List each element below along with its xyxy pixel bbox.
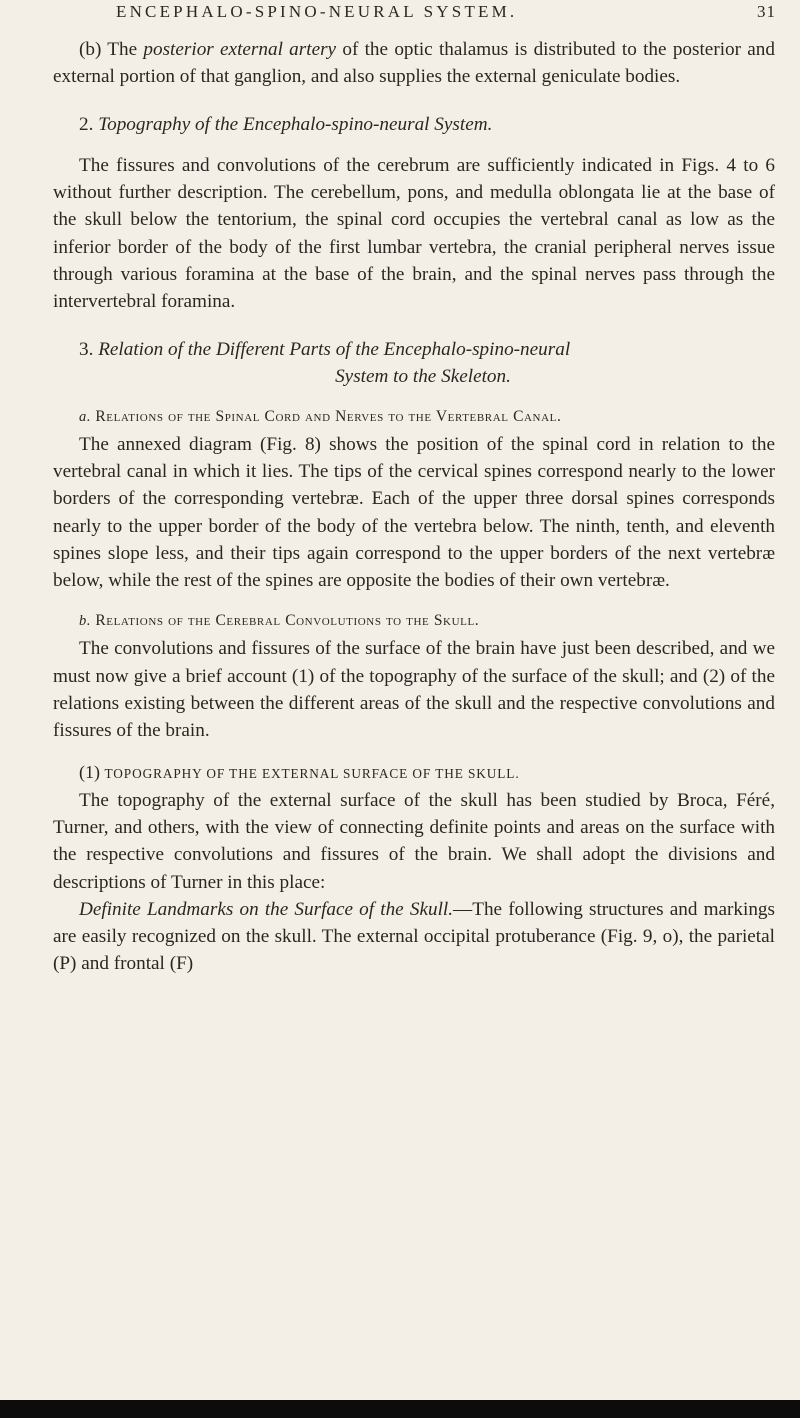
section-number: 3. [79, 338, 99, 360]
subheading-text: Relations of the Spinal Cord and Nerves to the Vertebral Canal. [95, 407, 562, 425]
paragraph-posterior-external-artery [53, 36, 775, 91]
section-number: 2. [79, 113, 99, 135]
paragraph-annexed-diagram: The annexed diagram (Fig. 8) shows the position of the spinal cord in relation to the vertebral canal in which it lies. The tips of the cervical spines correspond nearly to the lower borders of the corresponding vertebræ. Each of the upper three dorsal spines corresponds nearly to the upper border of the body of the vertebra below. The ninth, tenth, and eleventh spines slope less, and their tips again correspond to the upper borders of the next vertebræ below, while the rest of the spines are opposite the bodies of their own vertebræ. [53, 433, 775, 592]
section-title: Relation of the Different Parts of the Encephalo-spino-neural [98, 338, 571, 360]
subheading-letter: a. [79, 408, 96, 425]
section-title: Topography of the Encephalo-spino-neural System. [98, 113, 493, 135]
italic-lead: Definite Landmarks on the Surface of the Skull. [79, 898, 454, 920]
italic-term: posterior external artery [143, 39, 337, 60]
subheading-b [53, 607, 775, 635]
paragraph-landmarks [53, 896, 775, 978]
section-3-title-line2: System to the Skeleton. [335, 365, 511, 387]
paragraph-text: —The following structures and markings are easily recognized on the skull. The external occipital protuberance (Fig. 9, o), the parietal (P) and frontal (F) [53, 898, 775, 975]
running-title: ENCEPHALO-SPINO-NEURAL SYSTEM. [116, 2, 518, 21]
scan-edge-bar [0, 1400, 800, 1418]
paragraph-fissures: The fissures and convolutions of the cerebrum are sufficiently indicated in Figs. 4 to 6 without further description. The cerebellum, pons, and medulla oblongata lie at the base of the skull below the tentorium, the spinal cord occupies the vertebral canal as low as the inferior border of the body of the first lumbar vertebra, the cranial peripheral nerves issue through various foramina at the base of the brain, and the spinal nerves pass through the intervertebral foramina. [53, 154, 775, 313]
subheading-topography [53, 759, 775, 787]
section-3-title-line1 [53, 336, 775, 363]
paragraph-topography: The topography of the external surface of the skull has been studied by Broca, Féré, Turner, and others, with the view of connecting definite points and areas on the surface with the respective convolutions and fissures of the brain. We shall adopt the divisions and descriptions of Turner in this place: [53, 789, 775, 893]
subheading-letter: b. [79, 613, 96, 630]
page-number: 31 [757, 2, 776, 21]
paragraph-convolutions: The convolutions and fissures of the surface of the brain have just been described, and we must now give a brief account (1) of the topography of the surface of the skull; and (2) of the relations existing between the different areas of the skull and the respective convolutions and fissures of the brain. [53, 638, 775, 742]
subheading-a [53, 403, 775, 431]
paragraph-label: (b) The [79, 39, 144, 60]
subheading-text: Relations of the Cerebral Convolutions to the Skull. [95, 612, 480, 630]
paragraph-text: of the optic thalamus is distributed to the posterior and external portion of that ganglion, and also supplies the external geniculate bodies. [53, 39, 775, 88]
subheading-number: (1) [79, 761, 105, 782]
running-header [116, 2, 776, 22]
subheading-text: TOPOGRAPHY OF THE EXTERNAL SURFACE OF THE SKULL. [104, 765, 520, 781]
section-3-heading [53, 336, 775, 390]
body-text [53, 36, 775, 978]
section-2-heading [53, 111, 775, 138]
